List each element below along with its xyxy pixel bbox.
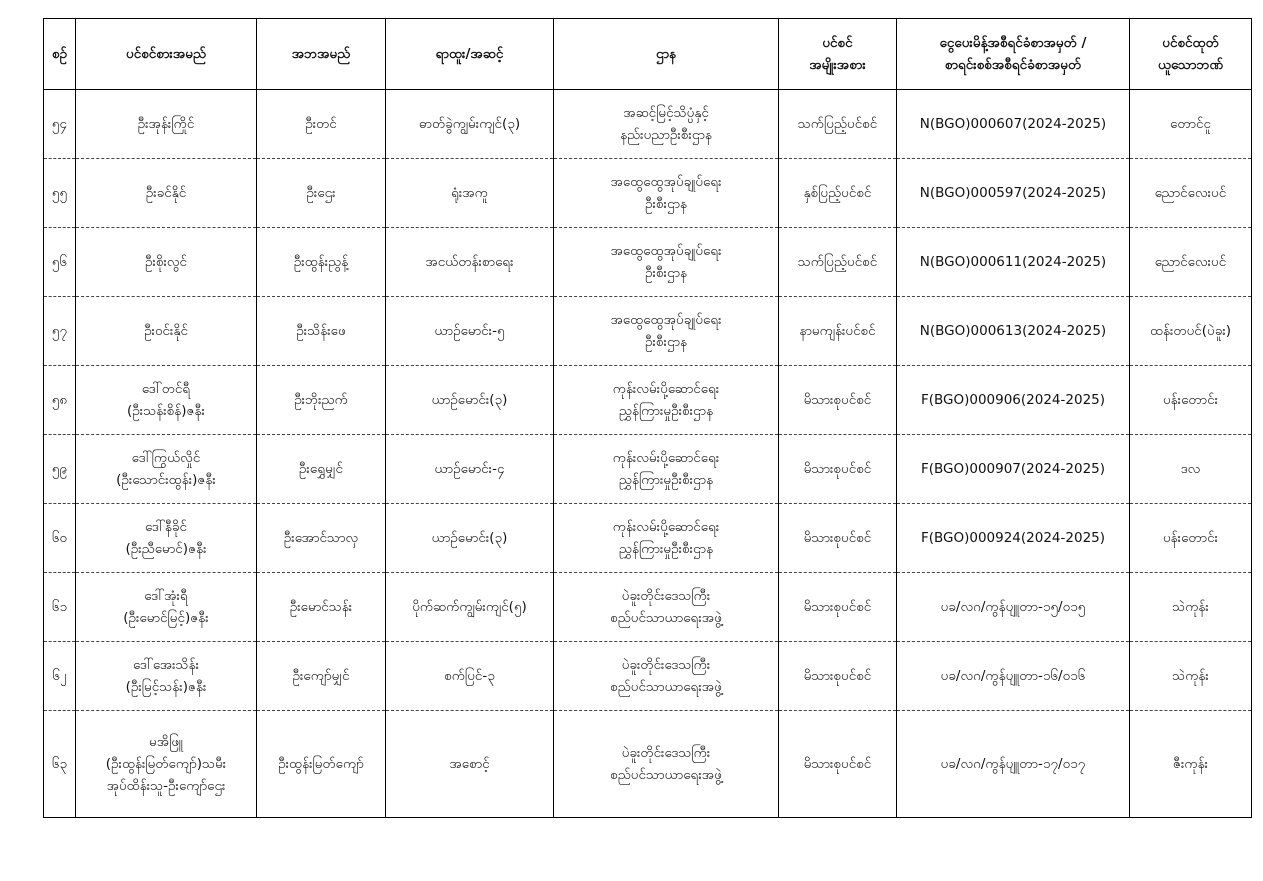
cell-office: ပန်းတောင်း <box>1130 366 1252 435</box>
header-no: စဉ် <box>44 19 76 90</box>
cell-order-no: N(BGO)000611(2024-2025) <box>897 228 1130 297</box>
cell-father: ဦးမောင်သန်း <box>257 573 386 642</box>
cell-position: ယာဉ်မောင်း(၃) <box>386 504 554 573</box>
table-row <box>44 90 1252 159</box>
cell-father: ဦးဘိုးညက် <box>257 366 386 435</box>
cell-office: ပန်းတောင်း <box>1130 504 1252 573</box>
cell-no: ၅၅ <box>44 159 76 228</box>
cell-pension-type: သက်ပြည့်ပင်စင် <box>779 90 897 159</box>
table-header-row <box>44 19 1252 90</box>
cell-name: ဦးအုန်းကြိုင် <box>76 90 257 159</box>
header-father: အဘအမည် <box>257 19 386 90</box>
table-row <box>44 711 1252 818</box>
cell-position: ယာဉ်မောင်း-၄ <box>386 435 554 504</box>
cell-office: ထန်းတပင်(ပဲခူး) <box>1130 297 1252 366</box>
cell-order-no: N(BGO)000613(2024-2025) <box>897 297 1130 366</box>
header-department: ဌာန <box>554 19 779 90</box>
cell-order-no: F(BGO)000924(2024-2025) <box>897 504 1130 573</box>
cell-department: အထွေထွေအုပ်ချုပ်ရေး ဦးစီးဌာန <box>554 228 779 297</box>
cell-position: ဓာတ်ခွဲကျွမ်းကျင်(၃) <box>386 90 554 159</box>
table-row <box>44 366 1252 435</box>
cell-office: သဲကုန်း <box>1130 573 1252 642</box>
cell-no: ၅၆ <box>44 228 76 297</box>
cell-pension-type: မိသားစုပင်စင် <box>779 504 897 573</box>
cell-position: အစောင့် <box>386 711 554 818</box>
table-row <box>44 228 1252 297</box>
cell-no: ၆၃ <box>44 711 76 818</box>
cell-name: ဦးစိုးလွင် <box>76 228 257 297</box>
cell-department: ပဲခူးတိုင်းဒေသကြီး စည်ပင်သာယာရေးအဖွဲ့ <box>554 573 779 642</box>
cell-office: သဲကုန်း <box>1130 642 1252 711</box>
header-order-no: ငွေပေးမိန့်အစီရင်ခံစာအမှတ် / စာရင်းစစ်အစီရင်ခံစာအမှတ် <box>897 19 1130 90</box>
cell-father: ဦးထွန်းမြတ်ကျော် <box>257 711 386 818</box>
cell-father: ဦးဌေး <box>257 159 386 228</box>
cell-name: ဒေါ်နီခိုင် (ဦးညီမောင်)ဇနီး <box>76 504 257 573</box>
header-position: ရာထူး/အဆင့် <box>386 19 554 90</box>
cell-order-no: ပခ/လဂ/ကွန်ပျူတာ-၁၆/၀၁၆ <box>897 642 1130 711</box>
cell-position: ယာဉ်မောင်း(၃) <box>386 366 554 435</box>
table-row <box>44 573 1252 642</box>
cell-father: ဦးကျော်မျှင် <box>257 642 386 711</box>
cell-father: ဦးတင် <box>257 90 386 159</box>
header-name: ပင်စင်စားအမည် <box>76 19 257 90</box>
cell-department: အဆင့်မြင့်သိပ္ပံနှင့် နည်းပညာဦးစီးဌာန <box>554 90 779 159</box>
header-pension-type: ပင်စင် အမျိုးအစား <box>779 19 897 90</box>
cell-name: ဒေါ်တင်ရီ (ဦးသန်းစိန်)ဇနီး <box>76 366 257 435</box>
cell-no: ၅၉ <box>44 435 76 504</box>
cell-name: ဦးဝင်းနိုင် <box>76 297 257 366</box>
cell-no: ၅၈ <box>44 366 76 435</box>
table-row <box>44 159 1252 228</box>
cell-name: ဒေါ်အေးသိန်း (ဦးမြင့်သန်း)ဇနီး <box>76 642 257 711</box>
cell-office: ဇီးကုန်း <box>1130 711 1252 818</box>
cell-department: ကုန်းလမ်းပို့ဆောင်ရေး ညွှန်ကြားမှုဦးစီးဌာန <box>554 366 779 435</box>
cell-name: ဦးခင်နိုင် <box>76 159 257 228</box>
cell-pension-type: သက်ပြည့်ပင်စင် <box>779 228 897 297</box>
table-row <box>44 642 1252 711</box>
table-row <box>44 297 1252 366</box>
cell-position: အငယ်တန်းစာရေး <box>386 228 554 297</box>
cell-pension-type: မိသားစုပင်စင် <box>779 366 897 435</box>
cell-order-no: F(BGO)000906(2024-2025) <box>897 366 1130 435</box>
cell-order-no: ပခ/လဂ/ကွန်ပျူတာ-၁၇/၀၁၇ <box>897 711 1130 818</box>
cell-father: ဦးရွှေမျှင် <box>257 435 386 504</box>
cell-no: ၅၇ <box>44 297 76 366</box>
cell-department: ကုန်းလမ်းပို့ဆောင်ရေး ညွှန်ကြားမှုဦးစီးဌာန <box>554 504 779 573</box>
cell-position: ပိုက်ဆက်ကျွမ်းကျင်(၅) <box>386 573 554 642</box>
cell-father: ဦးထွန်းညွန့် <box>257 228 386 297</box>
cell-position: ယာဉ်မောင်း-၅ <box>386 297 554 366</box>
cell-no: ၆၁ <box>44 573 76 642</box>
table-body <box>44 90 1252 818</box>
cell-department: ပဲခူးတိုင်းဒေသကြီး စည်ပင်သာယာရေးအဖွဲ့ <box>554 711 779 818</box>
header-office: ပင်စင်ထုတ် ယူသောဘဏ် <box>1130 19 1252 90</box>
cell-no: ၆၀ <box>44 504 76 573</box>
cell-no: ၅၄ <box>44 90 76 159</box>
cell-father: ဦးအောင်သာလှ <box>257 504 386 573</box>
cell-position: စက်ပြင်-၃ <box>386 642 554 711</box>
cell-pension-type: မိသားစုပင်စင် <box>779 573 897 642</box>
table-row <box>44 504 1252 573</box>
pension-table <box>43 18 1252 818</box>
cell-office: ညောင်လေးပင် <box>1130 228 1252 297</box>
cell-pension-type: မိသားစုပင်စင် <box>779 642 897 711</box>
cell-pension-type: မိသားစုပင်စင် <box>779 435 897 504</box>
cell-pension-type: မိသားစုပင်စင် <box>779 711 897 818</box>
cell-no: ၆၂ <box>44 642 76 711</box>
cell-pension-type: နာမကျန်းပင်စင် <box>779 297 897 366</box>
cell-department: အထွေထွေအုပ်ချုပ်ရေး ဦးစီးဌာန <box>554 159 779 228</box>
cell-order-no: N(BGO)000607(2024-2025) <box>897 90 1130 159</box>
cell-name: မအိဖြူ (ဦးထွန်းမြတ်ကျော်)သမီး အုပ်ထိန်းသူ-ဦးကျော်ဌေး <box>76 711 257 818</box>
cell-office: ဒလ <box>1130 435 1252 504</box>
cell-department: ကုန်းလမ်းပို့ဆောင်ရေး ညွှန်ကြားမှုဦးစီးဌာန <box>554 435 779 504</box>
cell-office: ညောင်လေးပင် <box>1130 159 1252 228</box>
cell-father: ဦးသိန်းဖေ <box>257 297 386 366</box>
cell-position: ရုံးအကူ <box>386 159 554 228</box>
cell-order-no: N(BGO)000597(2024-2025) <box>897 159 1130 228</box>
cell-order-no: F(BGO)000907(2024-2025) <box>897 435 1130 504</box>
cell-pension-type: နှစ်ပြည့်ပင်စင် <box>779 159 897 228</box>
cell-name: ဒေါ်ကြွယ်လှိုင် (ဦးသောင်းထွန်း)ဇနီး <box>76 435 257 504</box>
cell-order-no: ပခ/လဂ/ကွန်ပျူတာ-၁၅/၀၁၅ <box>897 573 1130 642</box>
cell-department: ပဲခူးတိုင်းဒေသကြီး စည်ပင်သာယာရေးအဖွဲ့ <box>554 642 779 711</box>
cell-office: တောင်ငူ <box>1130 90 1252 159</box>
table-row <box>44 435 1252 504</box>
cell-name: ဒေါ်အုံးရီ (ဦးမောင်မြင့်)ဇနီး <box>76 573 257 642</box>
cell-department: အထွေထွေအုပ်ချုပ်ရေး ဦးစီးဌာန <box>554 297 779 366</box>
